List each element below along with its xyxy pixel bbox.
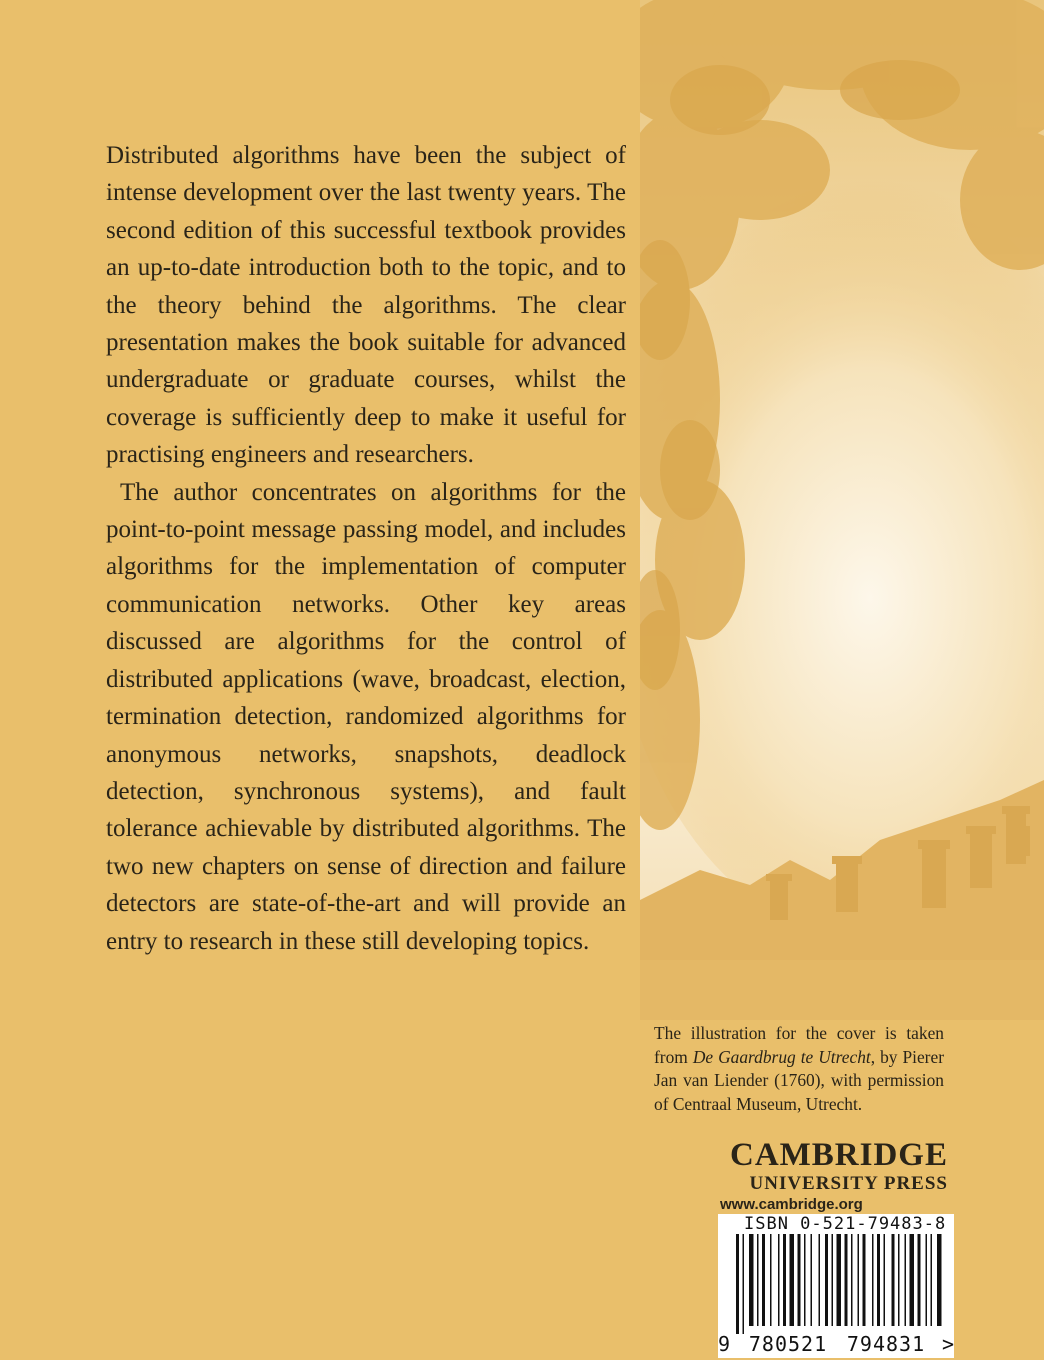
barcode-bar <box>931 1234 933 1326</box>
barcode-bar <box>736 1234 739 1334</box>
barcode-digits-left: 780521 <box>748 1332 828 1356</box>
barcode-bar <box>743 1234 745 1334</box>
barcode-bar <box>778 1234 780 1326</box>
publisher-logo <box>700 1136 948 1216</box>
barcode-bar <box>845 1234 848 1326</box>
credit-text-start: The illustration for the cover is taken from <box>654 1023 944 1067</box>
publisher-name: CAMBRIDGE <box>729 1137 948 1173</box>
barcode-bar <box>832 1234 834 1326</box>
description-paragraph-1: Distributed algorithms have been the subject of intense development over the last twenty years. The second edition of this successful textbook provides an up-to-date introduction both to the topic, and to the theory behind the algorithms. The clear presentation makes the book suitable for advanced undergraduate or graduate courses, whilst the coverage is sufficiently deep to make it useful for practising engineers and researchers. <box>106 142 626 469</box>
barcode-bar <box>851 1234 853 1326</box>
barcode-bar <box>762 1234 765 1326</box>
barcode-bar <box>804 1234 806 1326</box>
barcode-digits <box>718 1332 954 1356</box>
barcode-bar <box>858 1234 860 1326</box>
barcode-bar <box>837 1234 842 1326</box>
barcode-bar <box>898 1234 900 1326</box>
barcode-bar <box>937 1234 942 1326</box>
barcode-panel <box>718 1214 954 1358</box>
barcode-bar <box>757 1234 759 1326</box>
barcode-bar <box>872 1234 874 1326</box>
publisher-subtitle: UNIVERSITY PRESS <box>749 1173 948 1194</box>
barcode-digit-tail: > <box>941 1332 954 1356</box>
barcode-bar <box>892 1234 895 1326</box>
barcode-digits-right: 794831 <box>846 1332 926 1356</box>
barcode-bar <box>877 1234 880 1326</box>
artwork-title: De Gaardbrug te Utrecht <box>692 1046 871 1067</box>
barcode-bar <box>825 1234 828 1326</box>
barcode-bar <box>863 1234 866 1326</box>
barcode-bar <box>819 1234 821 1326</box>
isbn-label: ISBN 0-521-79483-8 <box>744 1214 947 1234</box>
barcode-bar <box>926 1234 928 1326</box>
barcode-bars <box>718 1234 954 1334</box>
barcode-bar <box>790 1234 795 1326</box>
publisher-url: www.cambridge.org <box>720 1196 863 1213</box>
barcode-bar <box>918 1234 921 1326</box>
barcode-digit-lead: 9 <box>718 1332 731 1356</box>
book-description <box>106 137 626 960</box>
barcode-bar <box>884 1234 886 1326</box>
barcode-bar <box>910 1234 915 1326</box>
barcode-bar <box>798 1234 801 1326</box>
barcode-bar <box>749 1234 754 1326</box>
barcode-bar <box>905 1234 907 1326</box>
barcode-bar <box>811 1234 813 1326</box>
description-paragraph-2: The author concentrates on algorithms for the point-to-point message passing model, and includes algorithms for the implementation of computer communication networks. Other key areas discussed are algorithms for the control of distributed applications (wave, broadcast, election, termination detection, randomized algorithms for anonymous networks, snapshots, deadlock detection, synchronous systems), and fault tolerance achievable by distributed algorithms. The two new chapters on sense of direction and failure detectors are state-of-the-art and will provide an entry to research in these still developing topics. <box>106 478 626 955</box>
barcode-bar <box>783 1234 786 1326</box>
credit-text-end: , by Pierer Jan van Liender (1760), with permission of Centraal Museum, Utrecht. <box>654 1046 944 1115</box>
barcode-bar <box>770 1234 772 1326</box>
illustration-credit <box>654 1022 944 1117</box>
cover-illustration <box>640 0 1044 1020</box>
